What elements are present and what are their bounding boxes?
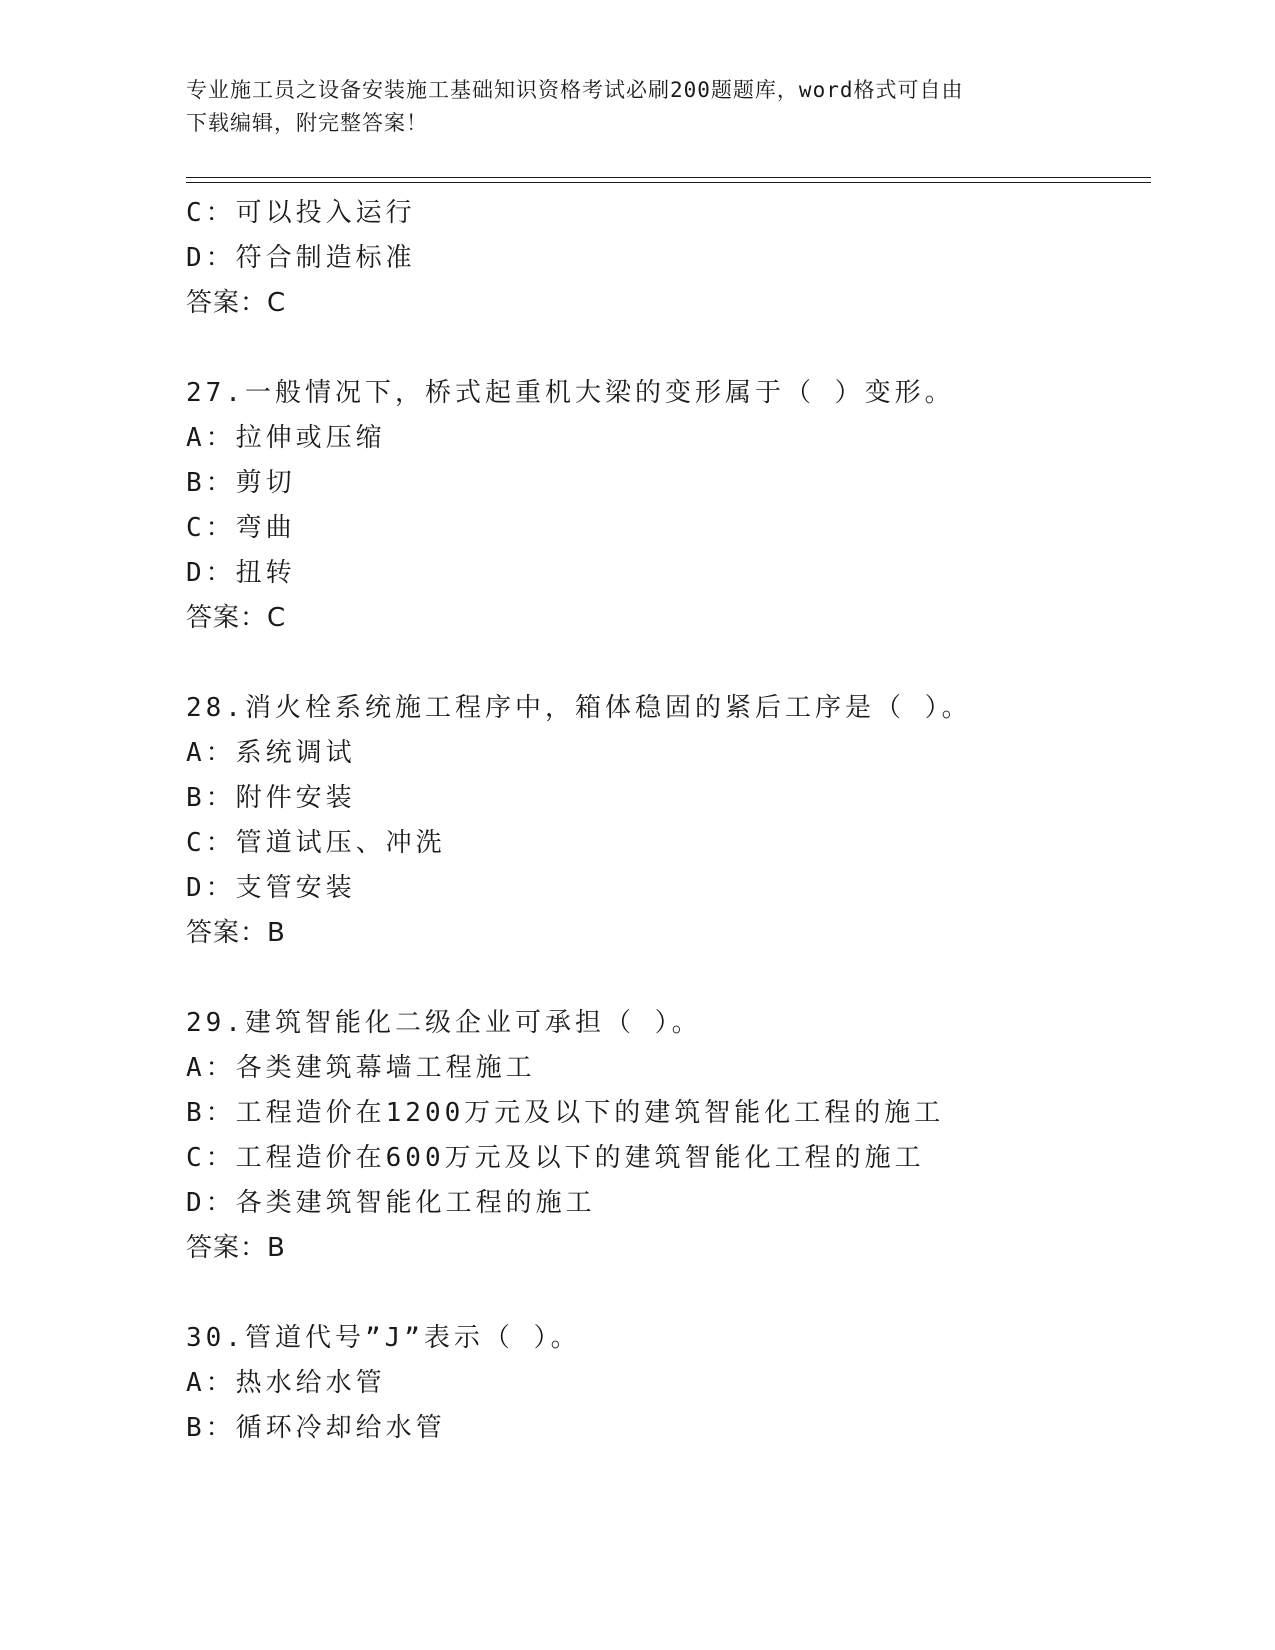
option-b: B：循环冷却给水管 [186,1413,446,1443]
spacer [186,326,1151,371]
option-b: B：附件安装 [186,783,356,813]
option-c: C：工程造价在600万元及以下的建筑智能化工程的施工 [186,1143,925,1173]
option-d: D：扭转 [186,558,296,588]
question-text: 30.管道代号”J”表示（ ）。 [186,1323,581,1353]
header-divider-bottom [186,182,1151,183]
question-block-28 [186,686,1151,956]
answer-line: 答案：C [186,288,287,318]
question-block-continued [186,191,1151,326]
question-block-29 [186,1001,1151,1271]
option-d: D：支管安装 [186,873,356,903]
question-text: 28.消火栓系统施工程序中，箱体稳固的紧后工序是（ ）。 [186,693,972,723]
question-text: 29.建筑智能化二级企业可承担（ ）。 [186,1008,702,1038]
question-block-27 [186,371,1151,641]
question-block-30 [186,1316,1151,1451]
option-d: D：符合制造标准 [186,243,416,273]
option-b: B：工程造价在1200万元及以下的建筑智能化工程的施工 [186,1098,945,1128]
option-b: B：剪切 [186,468,296,498]
answer-line: 答案：B [186,1233,286,1263]
header-line-1: 专业施工员之设备安装施工基础知识资格考试必刷200题题库，word格式可自由 [186,78,964,102]
option-c: C：弯曲 [186,513,296,543]
option-a: A：系统调试 [186,738,356,768]
spacer [186,641,1151,686]
header-line-2: 下载编辑，附完整答案！ [186,111,428,135]
question-text: 27.一般情况下，桥式起重机大梁的变形属于（ ）变形。 [186,378,955,408]
option-a: A：拉伸或压缩 [186,423,386,453]
option-a: A：热水给水管 [186,1368,386,1398]
header-divider-top [186,177,1151,178]
option-d: D：各类建筑智能化工程的施工 [186,1188,596,1218]
answer-line: 答案：C [186,603,287,633]
option-a: A：各类建筑幕墙工程施工 [186,1053,536,1083]
option-c: C：可以投入运行 [186,198,416,228]
answer-line: 答案：B [186,918,286,948]
document-header [186,74,1086,140]
spacer [186,956,1151,1001]
option-c: C：管道试压、冲洗 [186,828,446,858]
spacer [186,1271,1151,1316]
question-list [186,191,1151,1451]
